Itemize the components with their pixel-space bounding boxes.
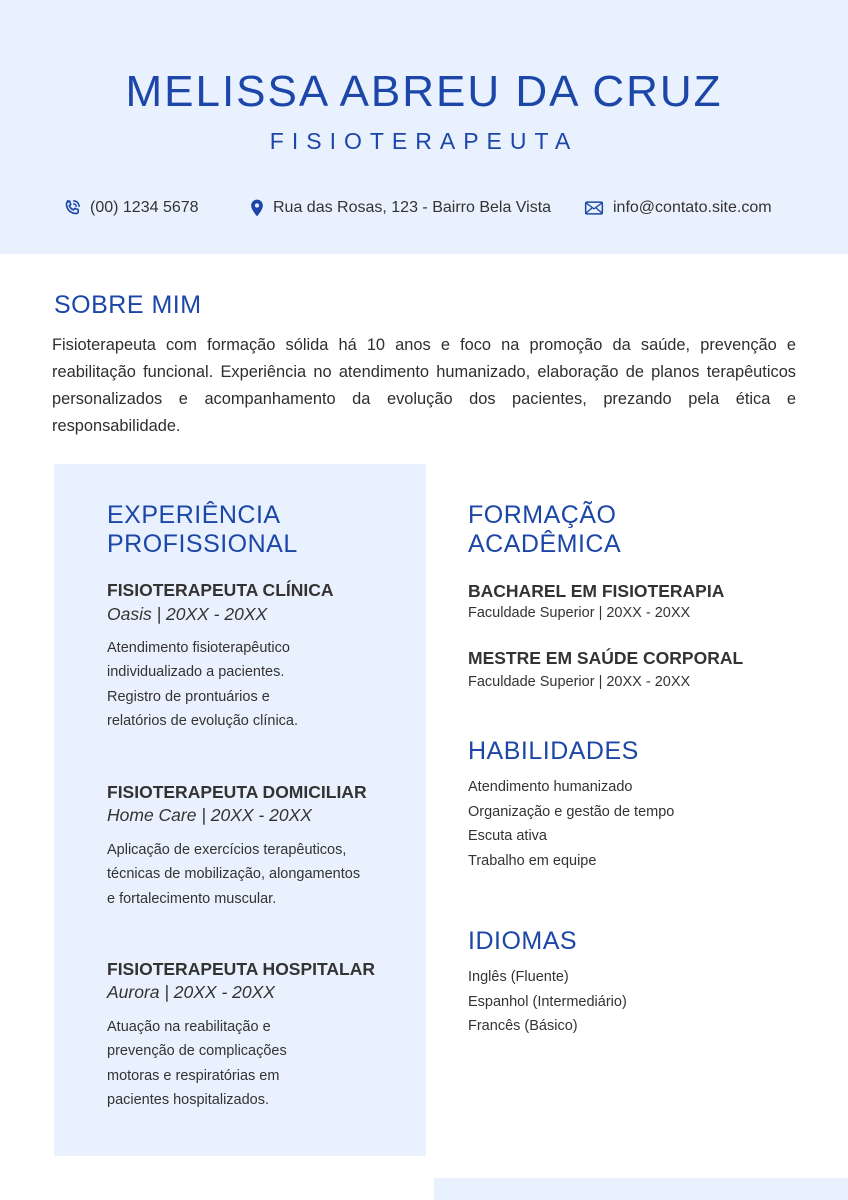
job-title: FISIOTERAPEUTA DOMICILIAR <box>107 782 367 802</box>
languages-heading: IDIOMAS <box>468 927 578 955</box>
job-description-line: Aplicação de exercícios terapêuticos, <box>107 842 347 858</box>
job-description <box>107 838 360 911</box>
job-subtitle: Home Care | 20XX - 20XX <box>107 805 312 825</box>
experience-heading-line2: PROFISSIONAL <box>107 530 298 558</box>
job-description-line: individualizado a pacientes. <box>107 664 285 681</box>
email-text: info@contato.site.com <box>613 199 772 216</box>
language-item: Inglês (Fluente) <box>468 969 569 985</box>
candidate-name: MELISSA ABREU DA CRUZ <box>125 67 723 116</box>
candidate-role: FISIOTERAPEUTA <box>269 128 579 154</box>
job-description-line: Atuação na reabilitação e <box>107 1019 271 1035</box>
skills-heading: HABILIDADES <box>468 737 639 765</box>
languages-list <box>468 965 627 1039</box>
job-description-line: relatórios de evolução clínica. <box>107 712 299 729</box>
degree-subtitle: Faculdade Superior | 20XX - 20XX <box>468 674 691 690</box>
contact-address <box>247 196 551 220</box>
job-description-line: motoras e respiratórias em <box>107 1067 280 1084</box>
job-description-line: prevenção de complicações <box>107 1043 287 1060</box>
education-heading-line1: FORMAÇÃO <box>468 501 617 529</box>
education-heading-line2: ACADÊMICA <box>468 530 622 558</box>
skill-item: Organização e gestão de tempo <box>468 803 675 820</box>
job-title: FISIOTERAPEUTA CLÍNICA <box>107 580 334 600</box>
job-description-line: técnicas de mobilização, alongamentos <box>107 866 361 883</box>
degree-title: MESTRE EM SAÚDE CORPORAL <box>468 648 744 668</box>
experience-heading <box>107 501 298 559</box>
job-description-line: Registro de prontuários e <box>107 688 270 705</box>
job-description <box>107 636 298 733</box>
language-item: Francês (Básico) <box>468 1018 578 1034</box>
phone-icon <box>62 198 82 218</box>
envelope-icon <box>583 198 605 218</box>
decorative-panel <box>434 1178 848 1200</box>
skill-item: Escuta ativa <box>468 828 547 844</box>
language-item: Espanhol (Intermediário) <box>468 993 627 1010</box>
job-title: FISIOTERAPEUTA HOSPITALAR <box>107 959 376 979</box>
contact-phone <box>62 196 199 220</box>
phone-text: (00) 1234 5678 <box>90 199 199 216</box>
contact-email <box>583 196 772 220</box>
job-description-line: Atendimento fisioterapêutico <box>107 640 290 656</box>
location-pin-icon <box>247 198 267 218</box>
skill-item: Atendimento humanizado <box>468 779 633 795</box>
address-text: Rua das Rosas, 123 - Bairro Bela Vista <box>273 199 552 216</box>
job-description <box>107 1015 287 1112</box>
degree-title: BACHAREL EM FISIOTERAPIA <box>468 581 725 601</box>
about-heading: SOBRE MIM <box>54 291 202 319</box>
job-description-line: pacientes hospitalizados. <box>107 1091 270 1108</box>
skills-list <box>468 775 674 873</box>
skill-item: Trabalho em equipe <box>468 852 597 869</box>
job-subtitle: Aurora | 20XX - 20XX <box>107 982 275 1002</box>
job-description-line: e fortalecimento muscular. <box>107 890 277 907</box>
experience-heading-line1: EXPERIÊNCIA <box>107 501 281 529</box>
job-subtitle: Oasis | 20XX - 20XX <box>107 604 268 624</box>
about-text: Fisioterapeuta com formação sólida há 10 anos e foco na promoção da saúde, prevenção e reabilitação funcional. Experiência no atendimento humanizado, elaboração de planos terapêuticos personalizados e acompanhamento da evolução dos pacientes, prezando pela ética e responsabilidade. <box>52 336 796 435</box>
degree-subtitle: Faculdade Superior | 20XX - 20XX <box>468 605 691 621</box>
education-heading <box>468 501 621 559</box>
